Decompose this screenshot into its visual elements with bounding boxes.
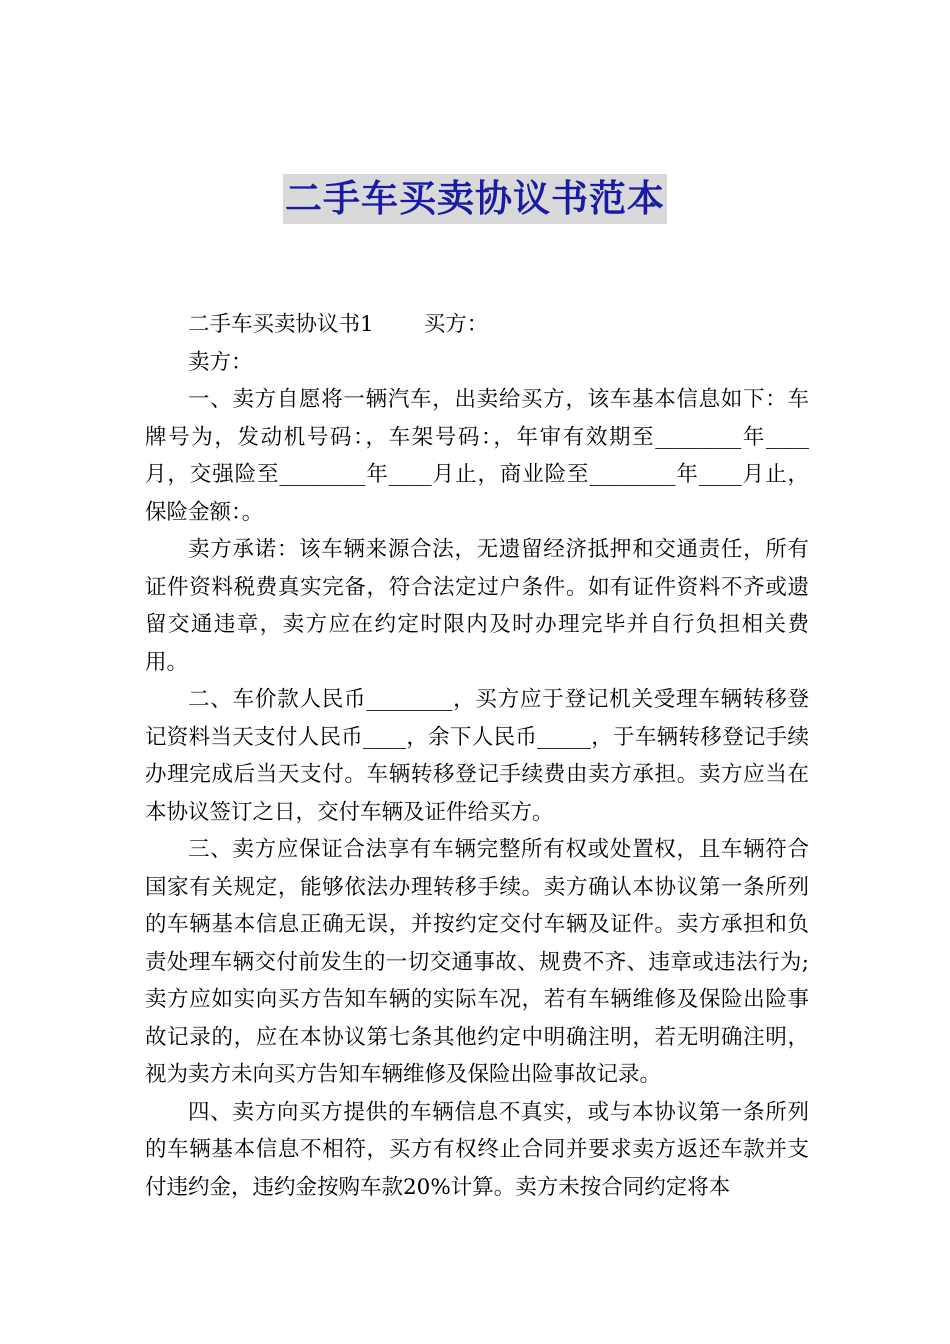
heading-line [145,306,809,344]
paragraph: 三、卖方应保证合法享有车辆完整所有权或处置权，且车辆符合国家有关规定，能够依法办理转移手续。卖方确认本协议第一条所列的车辆基本信息正确无误，并按约定交付车辆及证件。卖方承担和负责处理车辆交付前发生的一切交通事故、规费不齐、违章或违法行为;卖方应如实向买方告知车辆的实际车况，若有车辆维修及保险出险事故记录的，应在本协议第七条其他约定中明确注明，若无明确注明，视为卖方未向买方告知车辆维修及保险出险事故记录。 [145,837,809,1087]
buyer-label: 买方： [423,312,489,337]
title-area [0,174,950,224]
paragraph: 二、车价款人民币________，买方应于登记机关受理车辆转移登记资料当天支付人民币____，余下人民币_____，于车辆转移登记手续办理完成后当天支付。车辆转移登记手续费由卖方承担。卖方应当在本协议签订之日，交付车辆及证件给买方。 [145,687,809,825]
paragraph: 一、卖方自愿将一辆汽车，出卖给买方，该车基本信息如下：车牌号为，发动机号码：，车架号码：，年审有效期至________年____月，交强险至________年____月止，商业险至________年____月止，保险金额：。 [145,387,809,525]
agreement-number: 二手车买卖协议书1 [188,312,374,337]
paragraph: 卖方承诺：该车辆来源合法，无遗留经济抵押和交通责任，所有证件资料税费真实完备，符合法定过户条件。如有证件资料不齐或遗留交通违章，卖方应在约定时限内及时办理完毕并自行负担相关费用。 [145,537,809,675]
paragraph: 卖方： [188,349,253,375]
document-title: 二手车买卖协议书范本 [283,174,667,224]
paragraph: 四、卖方向买方提供的车辆信息不真实，或与本协议第一条所列的车辆基本信息不相符，买方有权终止合同并要求卖方返还车款并支付违约金，违约金按购车款20%计算。卖方未按合同约定将本 [145,1099,809,1200]
document-body [145,306,809,1206]
